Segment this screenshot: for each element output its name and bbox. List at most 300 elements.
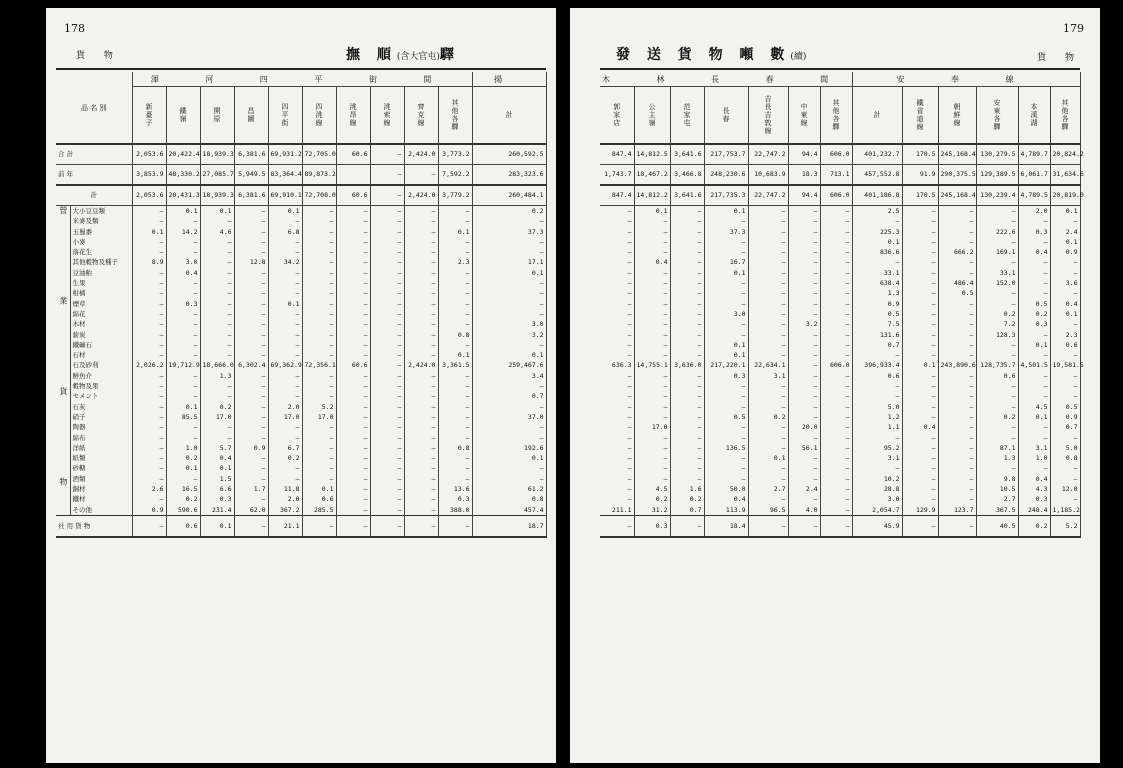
data-cell: — [704,330,748,340]
data-cell: — [370,443,404,453]
data-cell: — [852,350,902,360]
data-cell: — [902,494,938,504]
top-rule [56,68,546,70]
data-cell: — [600,247,634,257]
data-cell: 17.0 [268,412,302,422]
data-cell: 0.2 [748,412,788,422]
data-cell: — [788,350,820,360]
data-cell: — [902,288,938,298]
data-cell: — [336,350,370,360]
data-cell: — [336,443,370,453]
data-cell: 0.1 [748,453,788,463]
data-cell: — [404,515,438,537]
column-header: 朝鮮線 [938,87,976,145]
data-cell: 152.0 [976,278,1018,288]
data-cell: — [268,433,302,443]
data-cell: 2,424.0 [404,360,438,370]
data-cell: 0.8 [438,443,472,453]
data-cell: — [634,443,670,453]
data-cell: — [438,371,472,381]
data-cell: 18.3 [788,165,820,186]
data-cell: — [200,433,234,443]
data-cell: — [132,350,166,360]
data-cell: 211.1 [600,505,634,516]
data-cell: — [748,299,788,309]
data-cell: 62.0 [234,505,268,516]
data-cell: 12.8 [234,257,268,267]
data-cell: — [132,422,166,432]
data-cell: 33.1 [852,268,902,278]
data-cell: — [234,371,268,381]
data-cell: — [336,247,370,257]
data-cell: 169.1 [976,247,1018,257]
data-cell: — [370,299,404,309]
data-cell: — [670,330,704,340]
data-cell: — [132,216,166,226]
data-cell: — [1050,381,1080,391]
data-cell: 5,949.5 [234,165,268,186]
data-cell: 131.6 [852,330,902,340]
data-cell: — [234,391,268,401]
data-cell: 0.9 [852,299,902,309]
data-cell: — [1050,433,1080,443]
data-cell: 31.2 [634,505,670,516]
data-cell: — [166,330,200,340]
data-cell: — [820,257,852,267]
data-cell: — [938,227,976,237]
data-cell: — [472,402,546,412]
data-cell: 0.7 [472,391,546,401]
right-page [570,8,1100,763]
data-cell: 22,747.2 [748,185,788,206]
data-cell: — [938,422,976,432]
data-cell: 72,708.0 [302,185,336,206]
top-rule [600,68,1080,70]
data-cell: — [976,402,1018,412]
data-cell: 0.4 [166,268,200,278]
data-cell: — [634,340,670,350]
data-cell: — [302,227,336,237]
data-cell: 0.4 [1018,247,1050,257]
data-cell: — [820,515,852,537]
data-cell: — [166,350,200,360]
data-cell: 248.4 [1018,505,1050,516]
data-cell: — [634,381,670,391]
data-cell: — [370,278,404,288]
data-cell: 17.1 [472,257,546,267]
data-cell: 6,381.6 [234,185,268,206]
data-cell: — [938,494,976,504]
data-cell: — [938,463,976,473]
data-cell: — [132,309,166,319]
data-cell: — [902,237,938,247]
data-cell: — [370,257,404,267]
data-cell: — [166,433,200,443]
data-cell: — [600,319,634,329]
data-cell: — [234,463,268,473]
data-cell: — [634,433,670,443]
data-cell: 18,467.2 [634,165,670,186]
data-cell: — [976,216,1018,226]
data-cell: — [820,412,852,422]
data-cell: 4.5 [1018,402,1050,412]
data-cell: — [234,453,268,463]
data-cell: 1.2 [852,412,902,422]
data-cell: — [370,309,404,319]
data-cell: — [634,412,670,422]
data-cell: — [132,278,166,288]
data-cell: 50.0 [704,484,748,494]
data-cell: — [336,257,370,267]
data-cell: — [788,288,820,298]
data-cell: 0.1 [1050,206,1080,217]
data-cell: — [748,350,788,360]
data-cell: — [132,474,166,484]
data-cell: — [748,494,788,504]
column-header: 洮昂線 [336,87,370,145]
data-cell: 3,361.5 [438,360,472,370]
data-cell: — [600,288,634,298]
data-cell: — [938,309,976,319]
data-cell: 7.2 [976,319,1018,329]
data-cell: 8.9 [132,257,166,267]
data-cell: 2.3 [438,257,472,267]
data-cell: — [336,206,370,217]
data-cell: 7,592.2 [438,165,472,186]
data-cell: — [132,340,166,350]
category-label: その他 [70,505,132,516]
data-cell: — [704,299,748,309]
data-cell: — [938,237,976,247]
data-cell: 217,735.3 [704,185,748,206]
data-cell: 2,424.0 [404,144,438,165]
data-cell: — [820,309,852,319]
data-cell: 0.5 [1018,299,1050,309]
data-cell: 0.1 [166,402,200,412]
data-cell: — [938,268,976,278]
column-header: 中東線 [788,87,820,145]
data-cell: — [336,474,370,484]
data-cell: 130,279.5 [976,144,1018,165]
data-cell: — [234,227,268,237]
data-cell: — [302,216,336,226]
data-cell: — [902,371,938,381]
data-cell: 0.1 [200,463,234,473]
data-cell: — [704,381,748,391]
data-cell: — [200,330,234,340]
data-cell: — [704,402,748,412]
data-cell: 245,168.4 [938,144,976,165]
data-cell: 0.4 [1050,299,1080,309]
category-label: 小麥 [70,237,132,247]
data-cell: 170.5 [902,144,938,165]
data-cell: — [704,433,748,443]
data-cell: — [670,340,704,350]
data-cell: — [472,299,546,309]
data-cell: — [670,309,704,319]
data-cell: — [600,443,634,453]
data-cell: 0.2 [1018,515,1050,537]
data-cell: — [370,237,404,247]
data-cell: — [438,268,472,278]
data-cell: — [976,257,1018,267]
data-cell: — [404,319,438,329]
data-cell: 34.2 [268,257,302,267]
data-cell: — [234,237,268,247]
category-label: 煙草 [70,299,132,309]
data-cell: — [1018,268,1050,278]
data-cell: — [1050,371,1080,381]
data-cell: — [438,319,472,329]
data-cell: — [370,505,404,516]
data-cell: — [472,422,546,432]
data-cell: 0.1 [200,515,234,537]
data-cell: — [404,237,438,247]
data-cell: 2,026.2 [132,360,166,370]
data-cell: 20,824.2 [1050,144,1080,165]
data-cell: — [820,371,852,381]
data-cell: — [748,278,788,288]
data-cell: 3.6 [1050,278,1080,288]
data-cell: 11.8 [268,484,302,494]
data-cell: — [166,319,200,329]
data-cell: — [938,443,976,453]
data-cell: — [788,515,820,537]
data-cell: — [404,381,438,391]
data-cell: 4.5 [634,484,670,494]
data-cell: — [902,330,938,340]
station-note: (含大官屯) [396,52,440,62]
data-cell: 5.0 [1050,443,1080,453]
category-label: セメント [70,391,132,401]
data-cell: 170.5 [902,185,938,206]
data-cell: — [370,216,404,226]
data-cell: — [600,278,634,288]
data-cell: — [302,330,336,340]
data-cell: — [370,340,404,350]
data-cell: 2,424.0 [404,185,438,206]
data-cell: — [820,340,852,350]
data-cell: 0.3 [438,494,472,504]
data-cell: — [820,484,852,494]
data-cell: — [200,288,234,298]
data-cell: — [404,443,438,453]
data-cell: — [820,288,852,298]
data-cell: — [370,494,404,504]
data-cell: 83,364.4 [268,165,302,186]
data-cell: — [788,278,820,288]
data-cell: 37.3 [472,227,546,237]
data-cell: — [370,453,404,463]
column-header: 其他各驛 [820,87,852,145]
data-cell: — [234,340,268,350]
data-cell: — [234,494,268,504]
data-cell: — [852,391,902,401]
data-cell: 0.4 [634,257,670,267]
data-cell: 2.0 [1018,206,1050,217]
data-cell: 128.3 [976,330,1018,340]
data-cell: 20,431.3 [166,185,200,206]
data-cell: — [370,227,404,237]
data-cell: — [938,474,976,484]
data-cell: 0.2 [166,494,200,504]
data-cell: — [788,237,820,247]
column-header: 范家屯 [670,87,704,145]
data-cell: 457,552.8 [852,165,902,186]
data-cell: — [336,371,370,381]
data-cell: 18,939.3 [200,185,234,206]
data-cell: — [132,391,166,401]
data-cell: — [1050,257,1080,267]
data-cell: — [788,453,820,463]
data-cell: 4.3 [1018,484,1050,494]
data-cell: — [600,299,634,309]
data-cell: 5.7 [200,443,234,453]
data-cell: — [404,494,438,504]
data-cell: — [200,268,234,278]
column-header: 其他各驛 [1050,87,1080,145]
data-cell: — [404,391,438,401]
data-cell: — [302,371,336,381]
data-cell: — [748,443,788,453]
data-cell: — [600,494,634,504]
data-cell: — [938,433,976,443]
data-cell: — [704,288,748,298]
data-cell: 72,356.1 [302,360,336,370]
data-cell: 0.1 [166,463,200,473]
data-cell: — [976,350,1018,360]
data-cell: — [268,340,302,350]
column-header: 計 [852,87,902,145]
data-cell: — [902,278,938,288]
data-cell: 2,053.6 [132,185,166,206]
data-cell: 3,773.2 [438,144,472,165]
column-header: 公主嶺 [634,87,670,145]
data-cell: — [634,299,670,309]
data-cell: — [438,206,472,217]
data-cell: — [370,484,404,494]
data-cell: — [600,433,634,443]
data-cell: — [748,237,788,247]
data-cell: 45.9 [852,515,902,537]
data-cell: — [336,299,370,309]
data-cell: 16.5 [166,484,200,494]
data-cell: 136.5 [704,443,748,453]
data-cell: — [938,412,976,422]
column-header: 洮索線 [370,87,404,145]
data-cell: 0.9 [1050,412,1080,422]
left-page [46,8,556,763]
data-cell: — [1018,257,1050,267]
data-cell: — [438,381,472,391]
data-cell: — [902,340,938,350]
data-cell: — [234,206,268,217]
data-cell: — [166,422,200,432]
data-cell: — [404,268,438,278]
data-cell: — [1018,391,1050,401]
data-cell: 486.4 [938,278,976,288]
data-cell: 85.5 [166,412,200,422]
data-cell: 6,302.4 [234,360,268,370]
data-cell: 18.7 [472,515,546,537]
data-cell: — [902,216,938,226]
data-cell: — [132,319,166,329]
data-cell: 4.6 [200,227,234,237]
data-cell: — [132,453,166,463]
category-label: 其他穀物及種子 [70,257,132,267]
data-cell: — [1018,278,1050,288]
data-cell: — [600,453,634,463]
data-cell: — [166,278,200,288]
data-cell: — [438,216,472,226]
data-cell: 0.9 [1050,247,1080,257]
data-cell: — [268,237,302,247]
data-cell: — [902,257,938,267]
data-cell: — [902,319,938,329]
data-cell: — [132,463,166,473]
column-header: 四洮線 [302,87,336,145]
data-cell: 5.2 [1050,515,1080,537]
data-cell: — [302,257,336,267]
data-cell: — [670,247,704,257]
data-cell: — [670,453,704,463]
data-cell: — [302,278,336,288]
data-cell: — [634,474,670,484]
data-cell: — [976,299,1018,309]
data-cell: — [748,433,788,443]
data-cell: 1,743.7 [600,165,634,186]
data-cell: — [938,391,976,401]
data-cell: — [600,268,634,278]
data-cell: — [200,422,234,432]
data-cell: — [404,216,438,226]
category-label: 穀物及果 [70,381,132,391]
data-cell: 12.0 [1050,484,1080,494]
data-cell: — [404,247,438,257]
data-cell: — [634,463,670,473]
data-cell: 0.1 [704,350,748,360]
data-cell: — [234,422,268,432]
data-cell: — [370,319,404,329]
data-cell: 16.7 [704,257,748,267]
category-label: 綿花 [70,309,132,319]
data-cell: 2.3 [1050,330,1080,340]
data-cell: — [600,391,634,401]
data-cell: 14.2 [166,227,200,237]
category-label: 洋紙 [70,443,132,453]
data-cell: — [1018,330,1050,340]
data-cell: — [166,288,200,298]
data-cell: — [788,371,820,381]
data-cell: 20,819.0 [1050,185,1080,206]
data-cell: — [600,515,634,537]
data-cell: — [938,453,976,463]
data-cell: — [1018,288,1050,298]
row-label: 社 用 貨 物 [56,515,132,537]
data-cell: — [748,340,788,350]
category-label: 銅材 [70,484,132,494]
data-cell: — [268,330,302,340]
data-cell: 0.7 [1050,422,1080,432]
data-cell: 5.0 [852,402,902,412]
data-cell: — [748,463,788,473]
data-cell: 0.1 [166,206,200,217]
data-cell: 367.5 [976,505,1018,516]
category-label: 硝子 [70,412,132,422]
data-cell: 22,747.2 [748,144,788,165]
data-cell: — [302,309,336,319]
data-cell: — [634,330,670,340]
